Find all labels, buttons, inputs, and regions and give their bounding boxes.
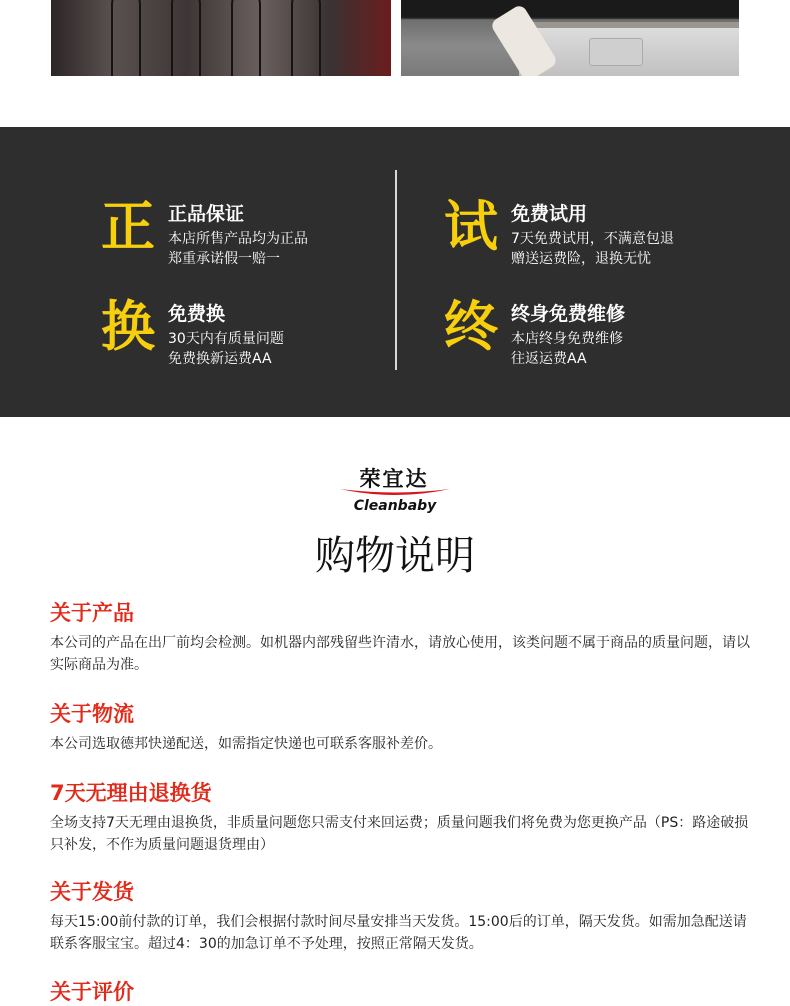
guarantee-icon-char: 正 bbox=[101, 195, 155, 258]
section-heading-reviews: 关于评价 bbox=[50, 980, 134, 1004]
guarantee-line: 郑重承诺假一赔一 bbox=[168, 251, 280, 267]
brand-name-cn: 荣宜达 bbox=[359, 467, 429, 491]
hose-shape bbox=[291, 0, 321, 76]
guarantee-title: 正品保证 bbox=[168, 203, 245, 225]
guarantee-line: 往返运费AA bbox=[511, 351, 587, 367]
guarantee-icon-char: 试 bbox=[444, 195, 498, 258]
band-divider bbox=[395, 170, 397, 370]
guarantee-line: 本店终身免费维修 bbox=[511, 331, 623, 347]
page-title: 购物说明 bbox=[315, 533, 475, 579]
brand-name-en: Cleanbaby bbox=[353, 498, 437, 514]
section-body-returns: 全场支持7天无理由退换货，非质量问题您只需支付来回运费；质量问题我们将免费为您更换产品（PS：路途破损只补发，不作为质量问题退货理由） bbox=[50, 815, 749, 853]
hose-shape bbox=[231, 0, 261, 76]
section-body-shipping: 每天15:00前付款的订单，我们会根据付款时间尽量安排当天发货。15:00后的订单，隔天发货。如需加急配送请联系客服宝宝。超过4：30的加急订单不予处理，按照正常隔天发货。 bbox=[50, 914, 747, 952]
guarantee-title: 免费换 bbox=[168, 303, 226, 325]
guarantee-title: 终身免费维修 bbox=[511, 303, 626, 325]
section-heading-logistics: 关于物流 bbox=[50, 702, 134, 726]
section-body-product: 本公司的产品在出厂前均会检测。如机器内部残留些许清水，请放心使用，该类问题不属于商品的质量问题，请以实际商品为准。 bbox=[50, 635, 750, 673]
guarantee-icon-char: 终 bbox=[444, 295, 498, 358]
guarantee-line: 本店所售产品均为正品 bbox=[168, 231, 308, 247]
section-heading-product: 关于产品 bbox=[50, 601, 134, 625]
section-heading-shipping: 关于发货 bbox=[50, 880, 134, 904]
hose-shape bbox=[171, 0, 201, 76]
machine-label-sticker bbox=[589, 38, 643, 66]
section-body-logistics: 本公司选取德邦快递配送，如需指定快递也可联系客服补差价。 bbox=[50, 736, 442, 752]
hose-shape bbox=[111, 0, 141, 76]
product-photo-hoses bbox=[51, 0, 391, 76]
guarantee-icon-char: 换 bbox=[101, 295, 155, 358]
guarantee-title: 免费试用 bbox=[511, 203, 588, 225]
product-photo-machine bbox=[401, 0, 739, 76]
section-heading-returns: 7天无理由退换货 bbox=[50, 781, 212, 805]
guarantee-band bbox=[0, 127, 790, 417]
guarantee-line: 30天内有质量问题 bbox=[168, 331, 284, 347]
guarantee-line: 赠送运费险，退换无忧 bbox=[511, 251, 651, 267]
guarantee-line: 免费换新运费AA bbox=[168, 351, 272, 367]
guarantee-line: 7天免费试用，不满意包退 bbox=[511, 231, 674, 247]
